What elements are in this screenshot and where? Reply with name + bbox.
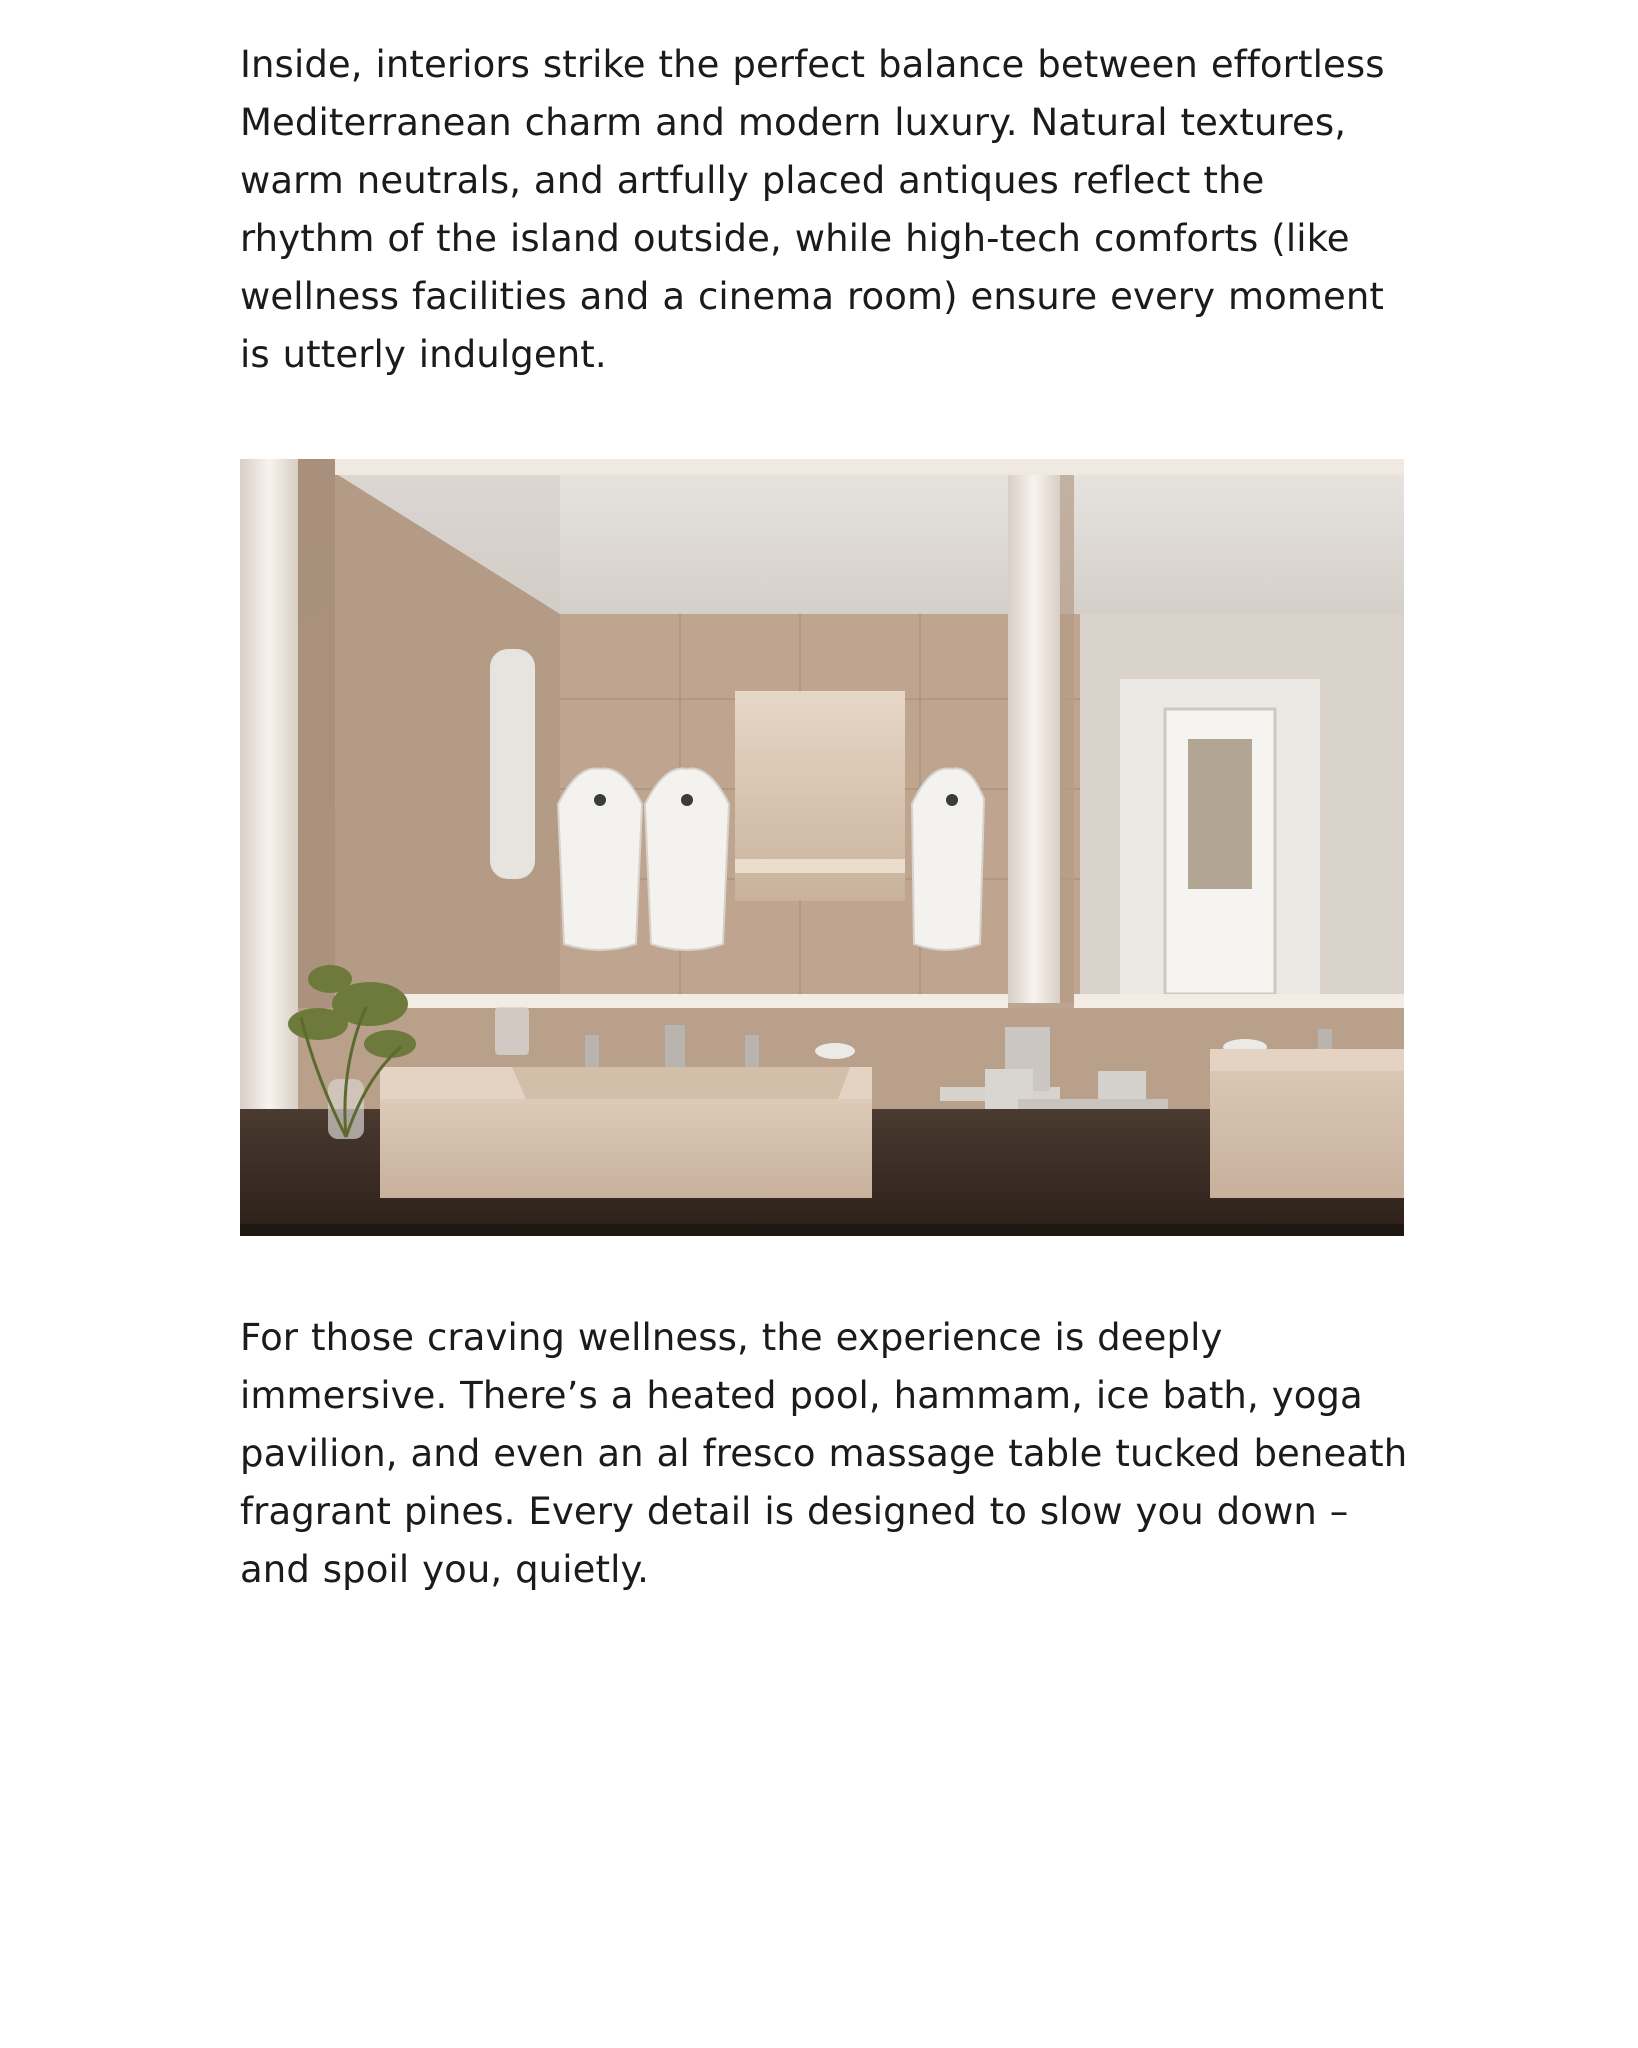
bathroom-photo [240, 459, 1404, 1236]
article-paragraph-wellness: For those craving wellness, the experience is deeply immersive. There’s a heated pool, hammam, ice bath, yoga pavilion, and even an al fresco massage table tucked beneath fragrant pines. Every detail is designed to slow you down – and spoil you, quietly. [240, 1316, 1408, 1591]
bathroom-photo-icon [240, 459, 1404, 1236]
article-paragraph-interiors: Inside, interiors strike the perfect balance between effortless Mediterranean charm and modern luxury. Natural textures, warm neutrals, and artfully placed antiques reflect the rhythm of the island outside, while high-tech comforts (like wellness facilities and a cinema room) ensure every moment is utterly indulgent. [240, 43, 1385, 376]
